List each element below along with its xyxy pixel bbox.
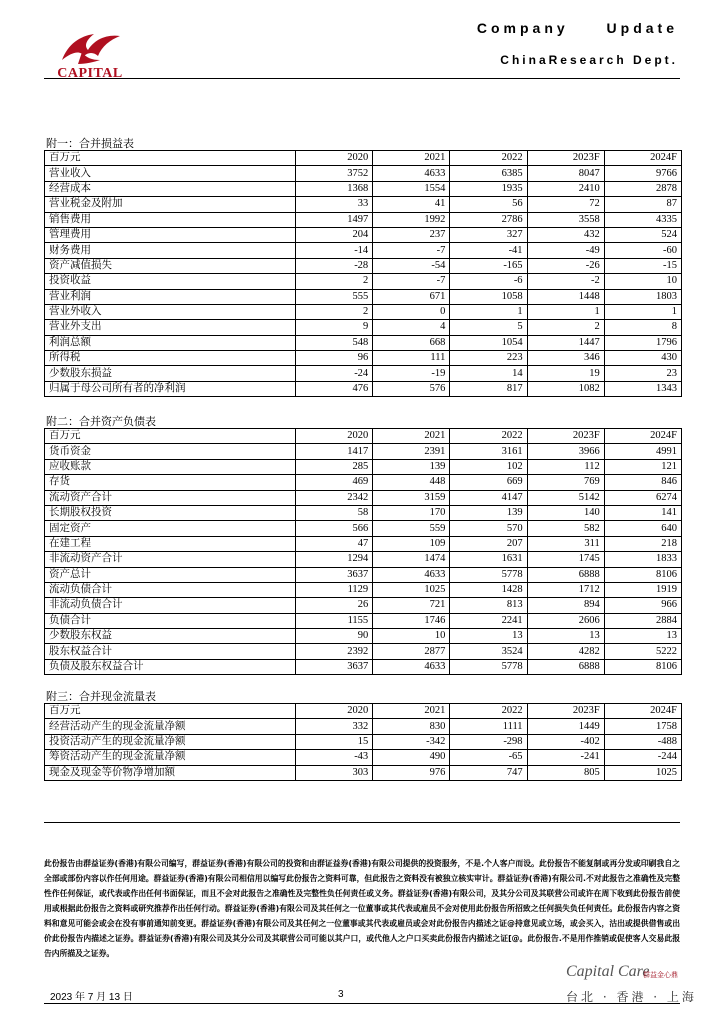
disclaimer-text: 此份报告由群益证券(香港)有限公司编写，群益证券(香港)有限公司的投资和由群证益券(香港)有限公司提供的投资服务，不是.个人客户而设。此份报告不能复制或再分发或印刷我自之全部或部份内容以作任何用途。群益证券(香港)有限公司相信用以编写此份报告之资料可靠，但此报告之资料没有被独立核实审计。群益证券(香港)有限公司.不对此报告之准确性及完整性作任何保证，或代表或作出任何书面保证，而且不会对此报告之准确性及完整性负任何责任或义务。群益证券(香港)有限公司，及其分公司及其联营公司或许在周下收到此份报告前使用或根据此份报告之资料或研究推荐作出任何行动。群益证券(香港)有限公司及其任何之一位董事或其代表或雇员不会对使用此份报告所招致之任何损失负任何责任。此份报告内容之资料和意见可能会或会在没有事前通知前变更。群益证券(香港)有限公司及其任何之一位董事或其代表或雇员或会对此份报告内描述之证@持意见或立场，或会买入，沽出或提供借售或出价此份报告内描述之证券。群益证券(香港)有限公司及其分公司及其联营公司可能以其户口，或代他人之户口买卖此份报告内描述之证[@。此份报告.不是用作推销或促使客人交易此报告内所描及之证券。 [44, 859, 680, 958]
cell-value: 33 [296, 197, 373, 212]
cell-value: 668 [373, 335, 450, 350]
table-row [45, 567, 682, 582]
cell-value: 303 [296, 765, 373, 780]
year-header: 2024F [604, 429, 681, 444]
table-row [45, 505, 682, 520]
cell-value: -241 [527, 750, 604, 765]
table-row [45, 459, 682, 474]
cell-value: 2606 [527, 613, 604, 628]
year-header: 2024F [604, 704, 681, 719]
year-header: 2020 [296, 429, 373, 444]
row-label: 营业税金及附加 [45, 197, 296, 212]
table-row [45, 598, 682, 613]
row-label: 长期股权投资 [45, 505, 296, 520]
year-header: 2022 [450, 151, 527, 166]
cell-value: 4335 [604, 212, 681, 227]
year-header: 2023F [527, 151, 604, 166]
row-label: 财务费用 [45, 243, 296, 258]
cell-value: 1155 [296, 613, 373, 628]
cell-value: 1796 [604, 335, 681, 350]
cell-value: 3752 [296, 166, 373, 181]
cell-value: 894 [527, 598, 604, 613]
cell-value: 1712 [527, 582, 604, 597]
cell-value: 109 [373, 536, 450, 551]
cell-value: 4147 [450, 490, 527, 505]
cell-value: -54 [373, 258, 450, 273]
cell-value: -244 [604, 750, 681, 765]
cell-value: 332 [296, 719, 373, 734]
row-label: 固定资产 [45, 521, 296, 536]
cell-value: 14 [450, 366, 527, 381]
cell-value: 1 [450, 304, 527, 319]
cell-value: 2878 [604, 181, 681, 196]
cell-value: 1474 [373, 552, 450, 567]
cell-value: 3637 [296, 567, 373, 582]
year-header: 2022 [450, 429, 527, 444]
cell-value: 9766 [604, 166, 681, 181]
cell-value: 432 [527, 227, 604, 242]
cell-value: 19 [527, 366, 604, 381]
cell-value: 2884 [604, 613, 681, 628]
table-row [45, 289, 682, 304]
row-label: 营业外支出 [45, 320, 296, 335]
income-statement-title: 附一：合并损益表 [46, 138, 134, 150]
table-row [45, 304, 682, 319]
row-label: 筹资活动产生的现金流量净额 [45, 750, 296, 765]
cell-value: 5778 [450, 567, 527, 582]
cell-value: 1449 [527, 719, 604, 734]
bottom-divider [44, 1003, 680, 1004]
row-label: 非流动负债合计 [45, 598, 296, 613]
cell-value: 170 [373, 505, 450, 520]
page-number: 3 [338, 989, 344, 1000]
cell-value: 0 [373, 304, 450, 319]
cell-value: 1448 [527, 289, 604, 304]
cell-value: 139 [450, 505, 527, 520]
cell-value: 2 [296, 274, 373, 289]
balance-sheet-section [44, 416, 684, 675]
table-row [45, 521, 682, 536]
cell-value: 582 [527, 521, 604, 536]
cell-value: 640 [604, 521, 681, 536]
cashflow-section [44, 691, 684, 781]
cell-value: 1746 [373, 613, 450, 628]
cell-value: 96 [296, 351, 373, 366]
cell-value: -26 [527, 258, 604, 273]
row-label: 营业外收入 [45, 304, 296, 319]
row-label: 流动资产合计 [45, 490, 296, 505]
row-label: 营业收入 [45, 166, 296, 181]
cell-value: 87 [604, 197, 681, 212]
table-row [45, 444, 682, 459]
cell-value: -488 [604, 734, 681, 749]
cell-value: 72 [527, 197, 604, 212]
cell-value: -6 [450, 274, 527, 289]
cell-value: 112 [527, 459, 604, 474]
cell-value: 3637 [296, 659, 373, 674]
cell-value: -165 [450, 258, 527, 273]
table-header-row [45, 704, 682, 719]
cell-value: 721 [373, 598, 450, 613]
income-statement-table [44, 150, 682, 397]
cell-value: 4633 [373, 166, 450, 181]
cell-value: -24 [296, 366, 373, 381]
cell-value: 2 [527, 320, 604, 335]
cell-value: 2392 [296, 644, 373, 659]
row-label: 现金及现金等价物净增加额 [45, 765, 296, 780]
cell-value: 1428 [450, 582, 527, 597]
cell-value: 1294 [296, 552, 373, 567]
cell-value: 2877 [373, 644, 450, 659]
cell-value: -28 [296, 258, 373, 273]
cell-value: 23 [604, 366, 681, 381]
cell-value: 285 [296, 459, 373, 474]
year-header: 2020 [296, 704, 373, 719]
table-row [45, 719, 682, 734]
cell-value: 13 [604, 629, 681, 644]
cell-value: 1935 [450, 181, 527, 196]
cell-value: 8106 [604, 659, 681, 674]
cell-value: 4633 [373, 567, 450, 582]
cell-value: 1758 [604, 719, 681, 734]
cell-value: 2391 [373, 444, 450, 459]
table-row [45, 335, 682, 350]
cell-value: 1025 [373, 582, 450, 597]
cell-value: 13 [450, 629, 527, 644]
cell-value: 1 [527, 304, 604, 319]
table-row [45, 750, 682, 765]
table-row [45, 490, 682, 505]
cell-value: 6888 [527, 659, 604, 674]
report-date: 2023 年 7 月 13 日 [50, 992, 133, 1003]
cell-value: 6888 [527, 567, 604, 582]
cell-value: 1447 [527, 335, 604, 350]
row-label: 存货 [45, 475, 296, 490]
brand-signature: Capital Care [566, 963, 650, 980]
table-row [45, 734, 682, 749]
cell-value: 346 [527, 351, 604, 366]
cell-value: 669 [450, 475, 527, 490]
cell-value: 1919 [604, 582, 681, 597]
row-label: 投资活动产生的现金流量净额 [45, 734, 296, 749]
cell-value: 1631 [450, 552, 527, 567]
cell-value: 140 [527, 505, 604, 520]
brand-chinese-name: 群益金心鼎 [643, 971, 678, 979]
cell-value: 1803 [604, 289, 681, 304]
cell-value: 1497 [296, 212, 373, 227]
cell-value: 47 [296, 536, 373, 551]
cell-value: 13 [527, 629, 604, 644]
cell-value: -49 [527, 243, 604, 258]
row-label: 在建工程 [45, 536, 296, 551]
cell-value: 469 [296, 475, 373, 490]
income-statement-section [44, 138, 684, 397]
cell-value: 976 [373, 765, 450, 780]
year-header: 2023F [527, 704, 604, 719]
cell-value: 1 [604, 304, 681, 319]
cell-value: 2241 [450, 613, 527, 628]
cell-value: 559 [373, 521, 450, 536]
cell-value: 830 [373, 719, 450, 734]
cell-value: 966 [604, 598, 681, 613]
cell-value: 2342 [296, 490, 373, 505]
table-row [45, 765, 682, 780]
table-row [45, 475, 682, 490]
cell-value: 1054 [450, 335, 527, 350]
year-header: 2021 [373, 151, 450, 166]
balance-sheet-title: 附二：合并资产负债表 [46, 416, 156, 428]
cashflow-title: 附三：合并现金流量表 [46, 691, 156, 703]
cell-value: 5 [450, 320, 527, 335]
row-label: 销售费用 [45, 212, 296, 227]
bird-logo-icon [54, 30, 126, 66]
cell-value: 1129 [296, 582, 373, 597]
cell-value: 813 [450, 598, 527, 613]
row-label: 归属于母公司所有者的净利润 [45, 381, 296, 396]
cell-value: -41 [450, 243, 527, 258]
unit-label: 百万元 [45, 704, 296, 719]
table-row [45, 166, 682, 181]
header-divider [44, 78, 680, 79]
table-row [45, 613, 682, 628]
cell-value: 4991 [604, 444, 681, 459]
cell-value: 1833 [604, 552, 681, 567]
row-label: 管理费用 [45, 227, 296, 242]
cell-value: 311 [527, 536, 604, 551]
cell-value: 555 [296, 289, 373, 304]
cell-value: -43 [296, 750, 373, 765]
row-label: 货币资金 [45, 444, 296, 459]
cell-value: 1745 [527, 552, 604, 567]
table-row [45, 659, 682, 674]
table-row [45, 629, 682, 644]
row-label: 经营活动产生的现金流量净额 [45, 719, 296, 734]
year-header: 2020 [296, 151, 373, 166]
cell-value: 817 [450, 381, 527, 396]
report-type-title: Company Update [476, 20, 678, 36]
table-row [45, 582, 682, 597]
cell-value: 769 [527, 475, 604, 490]
cell-value: 4 [373, 320, 450, 335]
cell-value: -2 [527, 274, 604, 289]
table-row [45, 320, 682, 335]
cell-value: 10 [604, 274, 681, 289]
cell-value: 90 [296, 629, 373, 644]
cell-value: 524 [604, 227, 681, 242]
cell-value: 747 [450, 765, 527, 780]
cell-value: 2786 [450, 212, 527, 227]
cell-value: -298 [450, 734, 527, 749]
cell-value: 207 [450, 536, 527, 551]
cell-value: 2 [296, 304, 373, 319]
row-label: 资产总计 [45, 567, 296, 582]
cell-value: 8 [604, 320, 681, 335]
row-label: 非流动资产合计 [45, 552, 296, 567]
cell-value: 4282 [527, 644, 604, 659]
year-header: 2022 [450, 704, 527, 719]
footer-divider [44, 822, 680, 823]
cell-value: 218 [604, 536, 681, 551]
cell-value: 237 [373, 227, 450, 242]
cell-value: 1368 [296, 181, 373, 196]
balance-sheet-table [44, 428, 682, 675]
cell-value: 3966 [527, 444, 604, 459]
cell-value: 6274 [604, 490, 681, 505]
table-row [45, 552, 682, 567]
cell-value: 3524 [450, 644, 527, 659]
cell-value: 26 [296, 598, 373, 613]
row-label: 利润总额 [45, 335, 296, 350]
cell-value: 805 [527, 765, 604, 780]
cell-value: 1343 [604, 381, 681, 396]
cell-value: 4633 [373, 659, 450, 674]
row-label: 投资收益 [45, 274, 296, 289]
table-row [45, 351, 682, 366]
year-header: 2021 [373, 429, 450, 444]
year-header: 2021 [373, 704, 450, 719]
cell-value: -60 [604, 243, 681, 258]
cell-value: 430 [604, 351, 681, 366]
cell-value: 8106 [604, 567, 681, 582]
cell-value: -7 [373, 274, 450, 289]
cashflow-table [44, 703, 682, 781]
cell-value: 3159 [373, 490, 450, 505]
cell-value: 141 [604, 505, 681, 520]
cell-value: 476 [296, 381, 373, 396]
office-cities: 台北 · 香港 · 上海 [566, 990, 697, 1004]
table-row [45, 274, 682, 289]
cell-value: 56 [450, 197, 527, 212]
cell-value: 41 [373, 197, 450, 212]
year-header: 2023F [527, 429, 604, 444]
cell-value: -19 [373, 366, 450, 381]
table-row [45, 258, 682, 273]
cell-value: -65 [450, 750, 527, 765]
cell-value: 8047 [527, 166, 604, 181]
row-label: 少数股东损益 [45, 366, 296, 381]
cell-value: -15 [604, 258, 681, 273]
cell-value: 139 [373, 459, 450, 474]
row-label: 少数股东权益 [45, 629, 296, 644]
cell-value: 327 [450, 227, 527, 242]
table-row [45, 212, 682, 227]
cell-value: 1082 [527, 381, 604, 396]
cell-value: 121 [604, 459, 681, 474]
unit-label: 百万元 [45, 151, 296, 166]
cell-value: 6385 [450, 166, 527, 181]
company-logo [44, 30, 136, 84]
cell-value: 15 [296, 734, 373, 749]
table-row [45, 644, 682, 659]
table-row [45, 181, 682, 196]
unit-label: 百万元 [45, 429, 296, 444]
cell-value: 223 [450, 351, 527, 366]
row-label: 股东权益合计 [45, 644, 296, 659]
year-header: 2024F [604, 151, 681, 166]
cell-value: 1025 [604, 765, 681, 780]
department-subtitle: ChinaResearch Dept. [500, 53, 678, 67]
row-label: 所得税 [45, 351, 296, 366]
row-label: 流动负债合计 [45, 582, 296, 597]
cell-value: 566 [296, 521, 373, 536]
table-header-row [45, 429, 682, 444]
table-row [45, 366, 682, 381]
table-row [45, 227, 682, 242]
cell-value: 576 [373, 381, 450, 396]
cell-value: 671 [373, 289, 450, 304]
table-row [45, 243, 682, 258]
cell-value: 5222 [604, 644, 681, 659]
row-label: 负债及股东权益合计 [45, 659, 296, 674]
table-header-row [45, 151, 682, 166]
cell-value: -402 [527, 734, 604, 749]
cell-value: 3558 [527, 212, 604, 227]
cell-value: 1992 [373, 212, 450, 227]
cell-value: 2410 [527, 181, 604, 196]
cell-value: 5142 [527, 490, 604, 505]
cell-value: 58 [296, 505, 373, 520]
cell-value: 10 [373, 629, 450, 644]
table-row [45, 381, 682, 396]
cell-value: -7 [373, 243, 450, 258]
cell-value: 548 [296, 335, 373, 350]
row-label: 负债合计 [45, 613, 296, 628]
cell-value: 1058 [450, 289, 527, 304]
cell-value: 448 [373, 475, 450, 490]
row-label: 营业利润 [45, 289, 296, 304]
cell-value: 1554 [373, 181, 450, 196]
cell-value: 490 [373, 750, 450, 765]
cell-value: 570 [450, 521, 527, 536]
cell-value: 1111 [450, 719, 527, 734]
cell-value: 204 [296, 227, 373, 242]
cell-value: 111 [373, 351, 450, 366]
cell-value: 3161 [450, 444, 527, 459]
row-label: 经营成本 [45, 181, 296, 196]
logo-text: CAPITAL [57, 66, 123, 81]
row-label: 资产减值损失 [45, 258, 296, 273]
row-label: 应收账款 [45, 459, 296, 474]
cell-value: 1417 [296, 444, 373, 459]
table-row [45, 197, 682, 212]
cell-value: 846 [604, 475, 681, 490]
cell-value: 5778 [450, 659, 527, 674]
cell-value: -14 [296, 243, 373, 258]
cell-value: -342 [373, 734, 450, 749]
cell-value: 9 [296, 320, 373, 335]
table-row [45, 536, 682, 551]
cell-value: 102 [450, 459, 527, 474]
